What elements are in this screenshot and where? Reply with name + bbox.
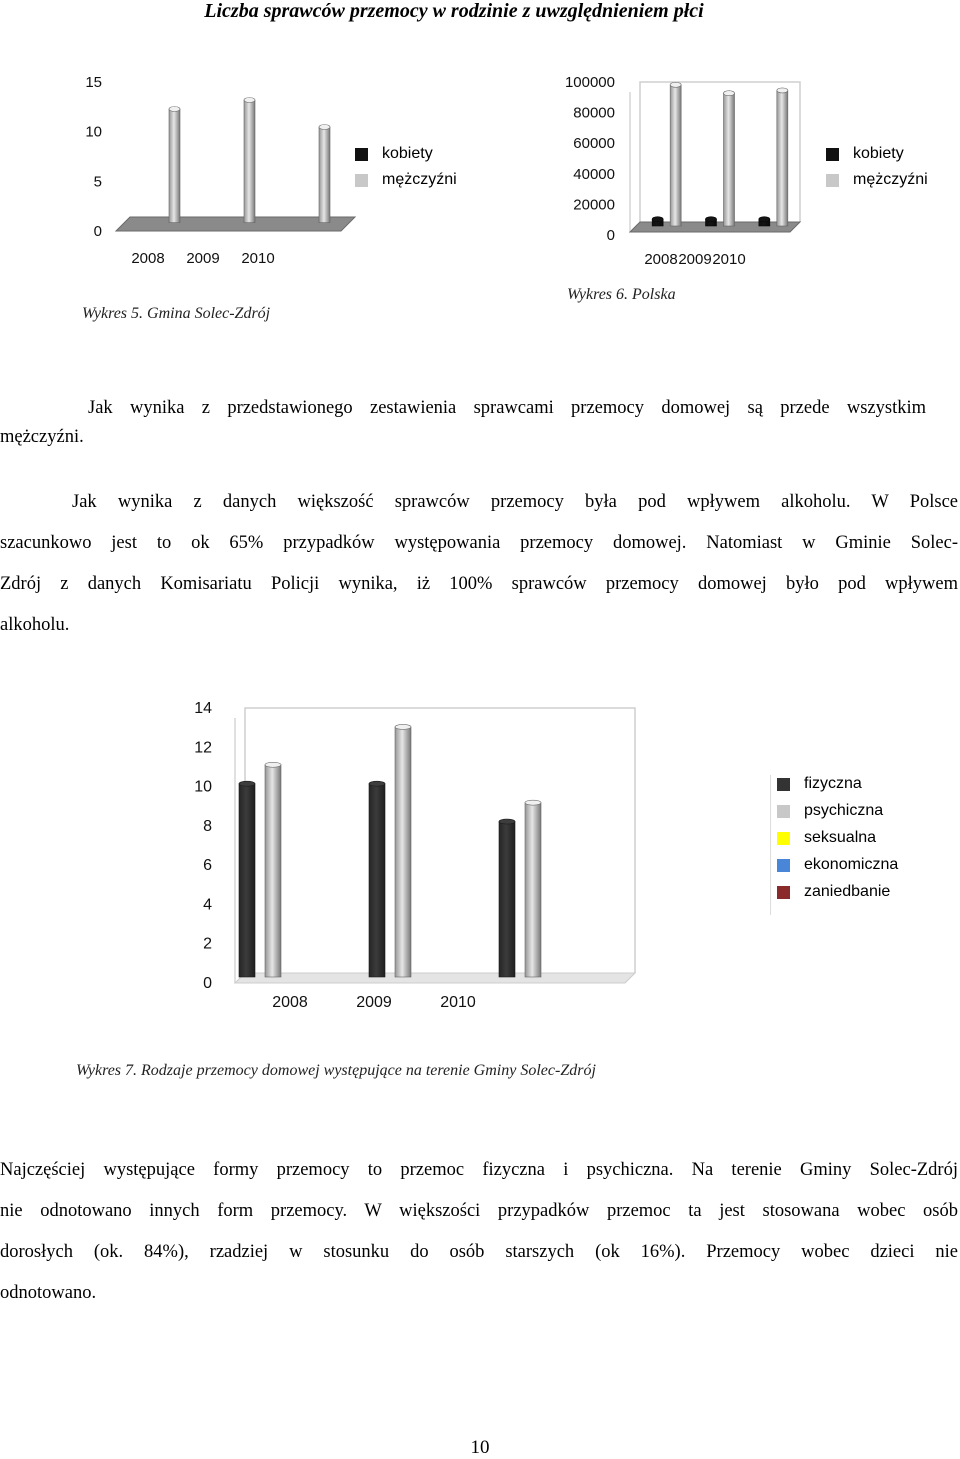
x-tick-label: 2008 xyxy=(272,994,308,1011)
chart-polska xyxy=(545,60,820,285)
y-tick-label: 10 xyxy=(194,778,212,796)
legend-item-kobiety xyxy=(355,145,433,163)
y-tick-label: 5 xyxy=(93,173,102,191)
legend-item-fizyczna xyxy=(777,775,862,793)
legend-label: ekonomiczna xyxy=(804,856,899,873)
y-tick-label: 40000 xyxy=(573,165,615,183)
paragraph-1-line: mężczyźni. xyxy=(0,427,84,447)
caption-chart-6: Wykres 6. Polska xyxy=(567,286,676,303)
legend-swatch xyxy=(777,805,790,818)
y-tick-label: 8 xyxy=(203,817,212,835)
bar-kobiety-2008 xyxy=(652,217,663,226)
chart-floor xyxy=(235,973,635,983)
y-tick-label: 12 xyxy=(194,739,212,757)
legend-label: psychiczna xyxy=(804,802,884,819)
legend-label: fizyczna xyxy=(804,775,862,792)
legend-swatch xyxy=(777,886,790,899)
paragraph-3-line: nie odnotowano innych form przemocy. W większości przypadków przemoc ta jest stosowana wobec osób xyxy=(0,1201,958,1221)
bar-fizyczna-2010 xyxy=(499,819,515,977)
bar-mężczyźni-2010 xyxy=(777,88,788,226)
paragraph-3-line: Najczęściej występujące formy przemocy to przemoc fizyczna i psychiczna. Na terenie Gminy Solec-Zdrój xyxy=(0,1160,958,1180)
bar-fizyczna-2009 xyxy=(369,781,385,977)
legend-item-mężczyźni xyxy=(355,171,457,189)
bar-mężczyźni-2008 xyxy=(169,107,180,223)
paragraph-1-line: Jak wynika z przedstawionego zestawienia sprawcami przemocy domowej są przede wszystkim xyxy=(88,398,926,418)
legend-label: kobiety xyxy=(382,145,433,162)
page-number: 10 xyxy=(470,1437,490,1458)
legend-swatch xyxy=(826,174,839,187)
x-tick-label: 2008 xyxy=(644,251,678,268)
y-tick-label: 15 xyxy=(85,74,102,91)
paragraph-2-line: Jak wynika z danych większość sprawców przemocy była pod wpływem alkoholu. W Polsce xyxy=(72,492,958,512)
paragraph-3 xyxy=(0,1150,958,1314)
y-tick-label: 0 xyxy=(203,975,212,992)
chart-frame xyxy=(245,708,635,973)
chart-gmina xyxy=(60,60,360,285)
legend-item-zaniedbanie xyxy=(777,883,890,901)
x-tick-label: 2009 xyxy=(356,994,392,1011)
legend-label: kobiety xyxy=(853,145,904,162)
legend-swatch xyxy=(777,859,790,872)
x-tick-label: 2008 xyxy=(131,250,165,267)
bar-mężczyźni-2010 xyxy=(319,125,330,223)
x-tick-label: 2010 xyxy=(712,251,746,268)
legend-item-mężczyźni xyxy=(826,171,928,189)
bar-psychiczna-2009 xyxy=(395,724,411,977)
y-tick-label: 80000 xyxy=(573,104,615,122)
legend-label: mężczyźni xyxy=(853,171,928,188)
y-tick-label: 4 xyxy=(203,896,212,914)
y-tick-label: 0 xyxy=(606,227,615,244)
legend-swatch xyxy=(826,148,839,161)
y-tick-label: 6 xyxy=(203,857,212,875)
paragraph-2-line: alkoholu. xyxy=(0,615,70,635)
x-tick-label: 2010 xyxy=(241,250,275,267)
page-heading: Liczba sprawców przemocy w rodzinie z uwzględnieniem płci xyxy=(204,0,704,22)
legend-rodzaje xyxy=(770,775,911,915)
legend-item-kobiety xyxy=(826,145,904,163)
legend-swatch xyxy=(777,832,790,845)
paragraph-2-line: szacunkowo jest to ok 65% przypadków występowania przemocy domowej. Natomiast w Gminie Solec- xyxy=(0,533,958,553)
bar-mężczyźni-2008 xyxy=(670,82,681,226)
legend-swatch xyxy=(355,148,368,161)
y-tick-label: 60000 xyxy=(573,135,615,153)
legend-label: mężczyźni xyxy=(382,171,457,188)
paragraph-1 xyxy=(0,388,926,458)
bar-kobiety-2010 xyxy=(759,217,770,226)
y-tick-label: 20000 xyxy=(573,196,615,214)
legend-item-ekonomiczna xyxy=(777,856,898,874)
y-tick-label: 14 xyxy=(194,700,212,717)
paragraph-2 xyxy=(0,482,958,646)
y-tick-label: 10 xyxy=(85,123,102,141)
legend-swatch xyxy=(777,778,790,791)
chart-rodzaje xyxy=(180,690,650,1020)
caption-chart-7: Wykres 7. Rodzaje przemocy domowej występujące na terenie Gminy Solec-Zdrój xyxy=(76,1062,596,1079)
y-tick-label: 0 xyxy=(93,223,102,240)
chart-frame xyxy=(640,82,800,222)
legend-label: zaniedbanie xyxy=(804,883,891,900)
bar-mężczyźni-2009 xyxy=(244,98,255,223)
bar-kobiety-2009 xyxy=(706,217,717,226)
legend-swatch xyxy=(355,174,368,187)
bar-psychiczna-2008 xyxy=(265,762,281,977)
paragraph-3-line: dorosłych (ok. 84%), rzadziej w stosunku do osób starszych (ok 16%). Przemocy wobec dzieci nie xyxy=(0,1242,958,1262)
paragraph-2-line: Zdrój z danych Komisariatu Policji wynika, iż 100% sprawców przemocy domowej było pod wpływem xyxy=(0,574,958,594)
bar-fizyczna-2008 xyxy=(239,781,255,977)
paragraph-3-line: odnotowano. xyxy=(0,1283,97,1303)
legend-item-seksualna xyxy=(777,829,876,847)
bar-psychiczna-2010 xyxy=(525,800,541,977)
legend-item-psychiczna xyxy=(777,802,883,820)
bar-mężczyźni-2009 xyxy=(724,91,735,226)
x-tick-label: 2009 xyxy=(678,251,712,268)
x-tick-label: 2010 xyxy=(440,994,476,1011)
x-tick-label: 2009 xyxy=(186,250,220,267)
caption-chart-5: Wykres 5. Gmina Solec-Zdrój xyxy=(82,305,271,322)
y-tick-label: 100000 xyxy=(564,74,615,91)
legend-label: seksualna xyxy=(804,829,877,846)
y-tick-label: 2 xyxy=(203,935,212,953)
